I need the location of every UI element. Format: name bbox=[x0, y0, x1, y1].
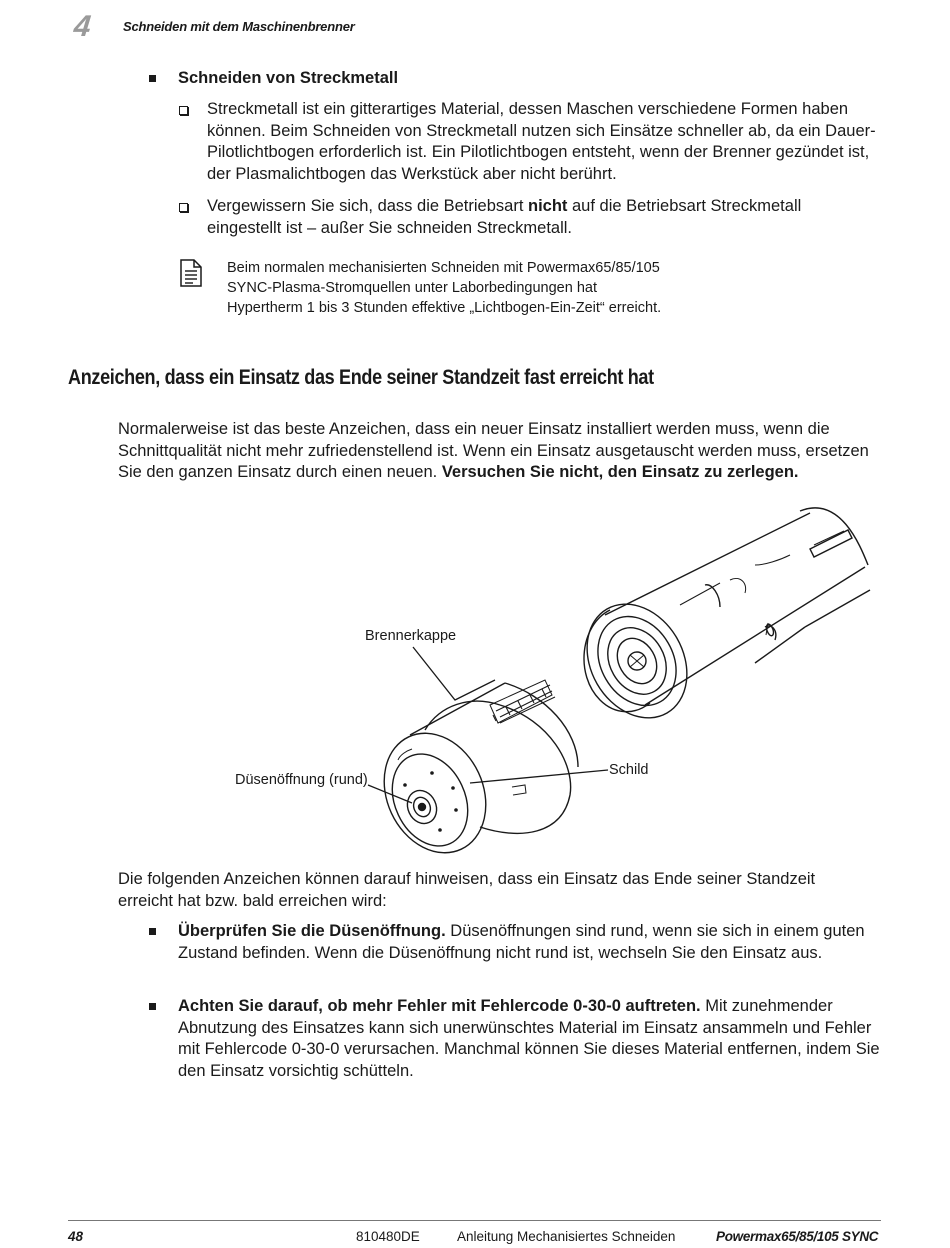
label-duesenoeffnung: Düsenöffnung (rund) bbox=[235, 772, 368, 788]
intro-paragraph: Normalerweise ist das beste Anzeichen, dass ein neuer Einsatz installiert werden muss, wenn die Schnittqualität nicht mehr zufriedenstellend ist. Wenn ein Einsatz ausgetauscht werden muss, ersetzen Sie den ganzen Einsatz durch einen neuen. Versuchen Sie nicht, den Einsatz zu zerlegen. bbox=[118, 420, 869, 481]
signs-intro: Die folgenden Anzeichen können darauf hinweisen, dass ein Einsatz das Ende seiner Standzeit erreicht hat bzw. bald erreichen wird: bbox=[118, 870, 816, 910]
subsection-title: Schneiden von Streckmetall bbox=[178, 69, 399, 87]
checkbox-bullet-icon bbox=[179, 203, 188, 212]
chapter-number: 4 bbox=[72, 10, 93, 43]
section-heading: Anzeichen, dass ein Einsatz das Ende seiner Standzeit fast erreicht hat bbox=[68, 366, 654, 389]
page-number: 48 bbox=[68, 1229, 84, 1244]
label-brennerkappe: Brennerkappe bbox=[365, 628, 457, 644]
label-schild: Schild bbox=[609, 762, 649, 778]
consumable-cartridge-illustration bbox=[200, 505, 880, 855]
bullet-check-orifice: Überprüfen Sie die Düsenöffnung. Düsenöffnungen sind rund, wenn sie sich in einem guten Zustand befinden. Wenn die Düsenöffnung nicht rund ist, wechseln Sie den Einsatz aus. bbox=[178, 922, 865, 962]
checkbox-bullet-icon bbox=[179, 106, 188, 115]
torch-cap bbox=[365, 680, 578, 855]
paragraph-expanded-metal: Streckmetall ist ein gitterartiges Material, dessen Maschen verschiedene Formen haben können. Beim Schneiden von Streckmetall nutzen sich Einsätze schneller ab, da ein Dauer-Pilotlichtbogen erforderlich ist. Ein Pilotlichtbogen entsteht, wenn der Brenner gezündet ist, der Plasmalichtbogen das Werkstück aber nicht berührt. bbox=[207, 100, 876, 183]
paragraph-mode-warning: Vergewissern Sie sich, dass die Betriebsart nicht auf die Betriebsart Streckmetall eingestellt ist – außer Sie schneiden Streckmetall. bbox=[207, 197, 802, 237]
note-icon bbox=[180, 259, 202, 287]
bullet-error-code: Achten Sie darauf, ob mehr Fehler mit Fehlercode 0-30-0 auftreten. Mit zunehmender Abnutzung des Einsatzes kann sich unerwünschtes Material im Einsatz ansammeln und Fehler mit Fehlercode 0-30-0 verursachen. Manchmal können Sie dieses Material entfernen, indem Sie den Einsatz vorsichtig schütteln. bbox=[178, 997, 880, 1080]
manual-title: Anleitung Mechanisiertes Schneiden bbox=[457, 1229, 676, 1244]
chapter-title: Schneiden mit dem Maschinenbrenner bbox=[123, 19, 355, 34]
square-bullet-icon bbox=[149, 75, 156, 82]
square-bullet-icon bbox=[149, 928, 156, 935]
torch-body bbox=[567, 508, 870, 736]
note-text: Beim normalen mechanisierten Schneiden mit Powermax65/85/105 SYNC-Plasma-Stromquellen unter Laborbedingungen hat Hypertherm 1 bis 3 Stunden effektive „Lichtbogen-Ein-Zeit“ erreicht. bbox=[227, 260, 662, 316]
square-bullet-icon bbox=[149, 1003, 156, 1010]
product-name: Powermax65/85/105 SYNC bbox=[716, 1229, 879, 1244]
doc-number: 810480DE bbox=[356, 1229, 420, 1244]
callout-lines bbox=[368, 647, 608, 803]
footer-divider bbox=[68, 1220, 881, 1221]
